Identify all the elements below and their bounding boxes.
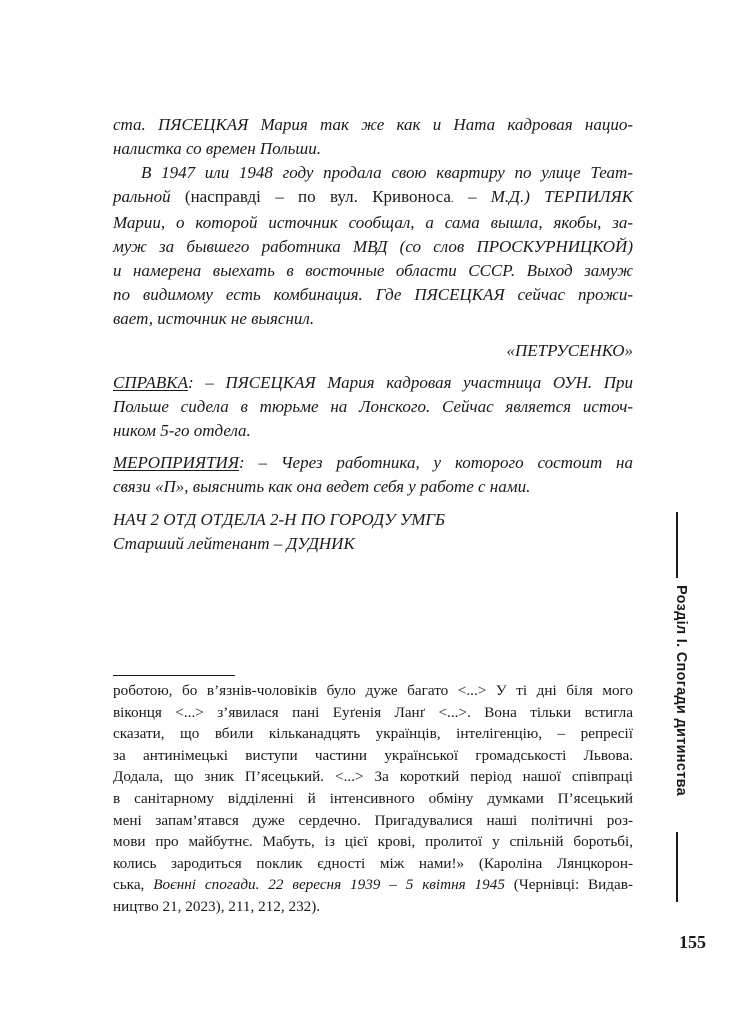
footnote-line-11: ництво 21, 2023), 211, 212, 232). bbox=[113, 897, 321, 915]
spravka-label: СПРАВКА bbox=[113, 373, 188, 392]
signoff-line-1: НАЧ 2 ОТД ОТДЕЛА 2-Н ПО ГОРОДУ УМГБ bbox=[113, 510, 446, 529]
footnote-line-10 bbox=[113, 874, 633, 896]
footnote-line-1: роботою, бо в’язнів-чоловіків було дуже багато <...> У ті дні біля мого bbox=[113, 682, 633, 699]
paragraph-2-line-4: муж за бывшего работника МВД (со слов ПРОСКУРНИЦКОЙ) bbox=[113, 237, 633, 256]
paragraph-2-line-5: и намерена выехать в восточные области СССР. Выход замуж bbox=[113, 261, 633, 280]
p2-l2-e: ТЕРПИЛЯК bbox=[544, 187, 633, 206]
p2-l2-d: – М.Д.) bbox=[453, 187, 545, 206]
paragraph-2-line-7: вает, источник не выяснил. bbox=[113, 309, 315, 328]
footnote-line-9: колись зародиться поклик єдності між нами!» (Кароліна Лянцкорон- bbox=[113, 854, 633, 872]
p2-l2-c: . bbox=[450, 193, 454, 205]
section-label: Розділ І. Спогади дитинства bbox=[673, 585, 689, 797]
footnote-line-3: сказати, що вбили кільканадцять українців, інтелігенцію, – репресії bbox=[113, 725, 633, 743]
spravka-line-1 bbox=[113, 371, 633, 395]
page-number: 155 bbox=[679, 932, 706, 952]
signoff-line-2: Старший лейтенант – ДУДНИК bbox=[113, 534, 355, 553]
footnote-rule bbox=[113, 675, 235, 676]
paragraph-2-line-2 bbox=[113, 185, 633, 211]
spravka-l1-rest: : – ПЯСЕЦКАЯ Мария кадровая участница ОУН. При bbox=[187, 373, 633, 392]
sidebar-rule-bottom bbox=[676, 832, 678, 902]
meropriyatiya-line-1 bbox=[113, 451, 633, 475]
footnote-line-4: за антинімецькі виступи частини української громадськості Львова. bbox=[113, 746, 633, 764]
footnote-l10-a: ська, bbox=[113, 876, 154, 894]
paragraph-2-line-3: Марии, о которой источник сообщал, а сама вышла, якобы, за- bbox=[113, 213, 633, 232]
meropriyatiya-l1-rest: : – Через работника, у которого состоит на bbox=[239, 453, 633, 472]
meropriyatiya-line-2: связи «П», выяснить как она ведет себя у работе с нами. bbox=[113, 477, 531, 496]
footnote-line-5: Додала, що зник П’ясецький. <...> За короткий період нашої співпраці bbox=[113, 768, 633, 786]
footnote-line-7: мені запам’ятався дуже сердечно. Пригадувалися наші політичні роз- bbox=[113, 811, 633, 829]
paragraph-1-line-1: ста. ПЯСЕЦКАЯ Мария так же как и Ната кадровая нацио- bbox=[113, 115, 633, 134]
paragraph-1-line-2: налистка со времен Польши. bbox=[113, 139, 321, 158]
footnote bbox=[113, 680, 633, 918]
main-text bbox=[113, 113, 633, 556]
footnote-l10-c: (Чернівці: Видав- bbox=[504, 876, 633, 894]
signature-petrusenko: «ПЕТРУСЕНКО» bbox=[506, 341, 633, 360]
paragraph-2-line-6: по видимому есть комбинация. Где ПЯСЕЦКАЯ сейчас прожи- bbox=[113, 285, 633, 304]
p2-l2-b: (насправді – по вул. Кривоноса bbox=[170, 187, 451, 206]
p2-l1-text: В 1947 или 1948 году продала свою квартиру по улице Теат- bbox=[141, 163, 633, 182]
p2-l2-a: ральной bbox=[113, 187, 171, 206]
footnote-line-6: в санітарному відділенні й інтенсивного обміну думками П’ясецький bbox=[113, 789, 633, 807]
meropriyatiya-label: МЕРОПРИЯТИЯ bbox=[113, 453, 239, 472]
sidebar-rule-top bbox=[676, 512, 678, 578]
paragraph-2-line-1 bbox=[113, 161, 633, 185]
spravka-line-3: ником 5-го отдела. bbox=[113, 421, 251, 440]
footnote-line-8: мови про майбутнє. Мабуть, із цієї крові, пролитої у спільній боротьбі, bbox=[113, 833, 633, 851]
spravka-line-2: Польше сидела в тюрьме на Лонского. Сейчас является источ- bbox=[113, 397, 633, 416]
footnote-citation-title: Воєнні спогади. 22 вересня 1939 – 5 квітня 1945 bbox=[153, 876, 505, 894]
footnote-line-2: віконця <...> з’явилася пані Еуґенія Ланґ <...>. Вона тільки встигла bbox=[113, 703, 633, 721]
